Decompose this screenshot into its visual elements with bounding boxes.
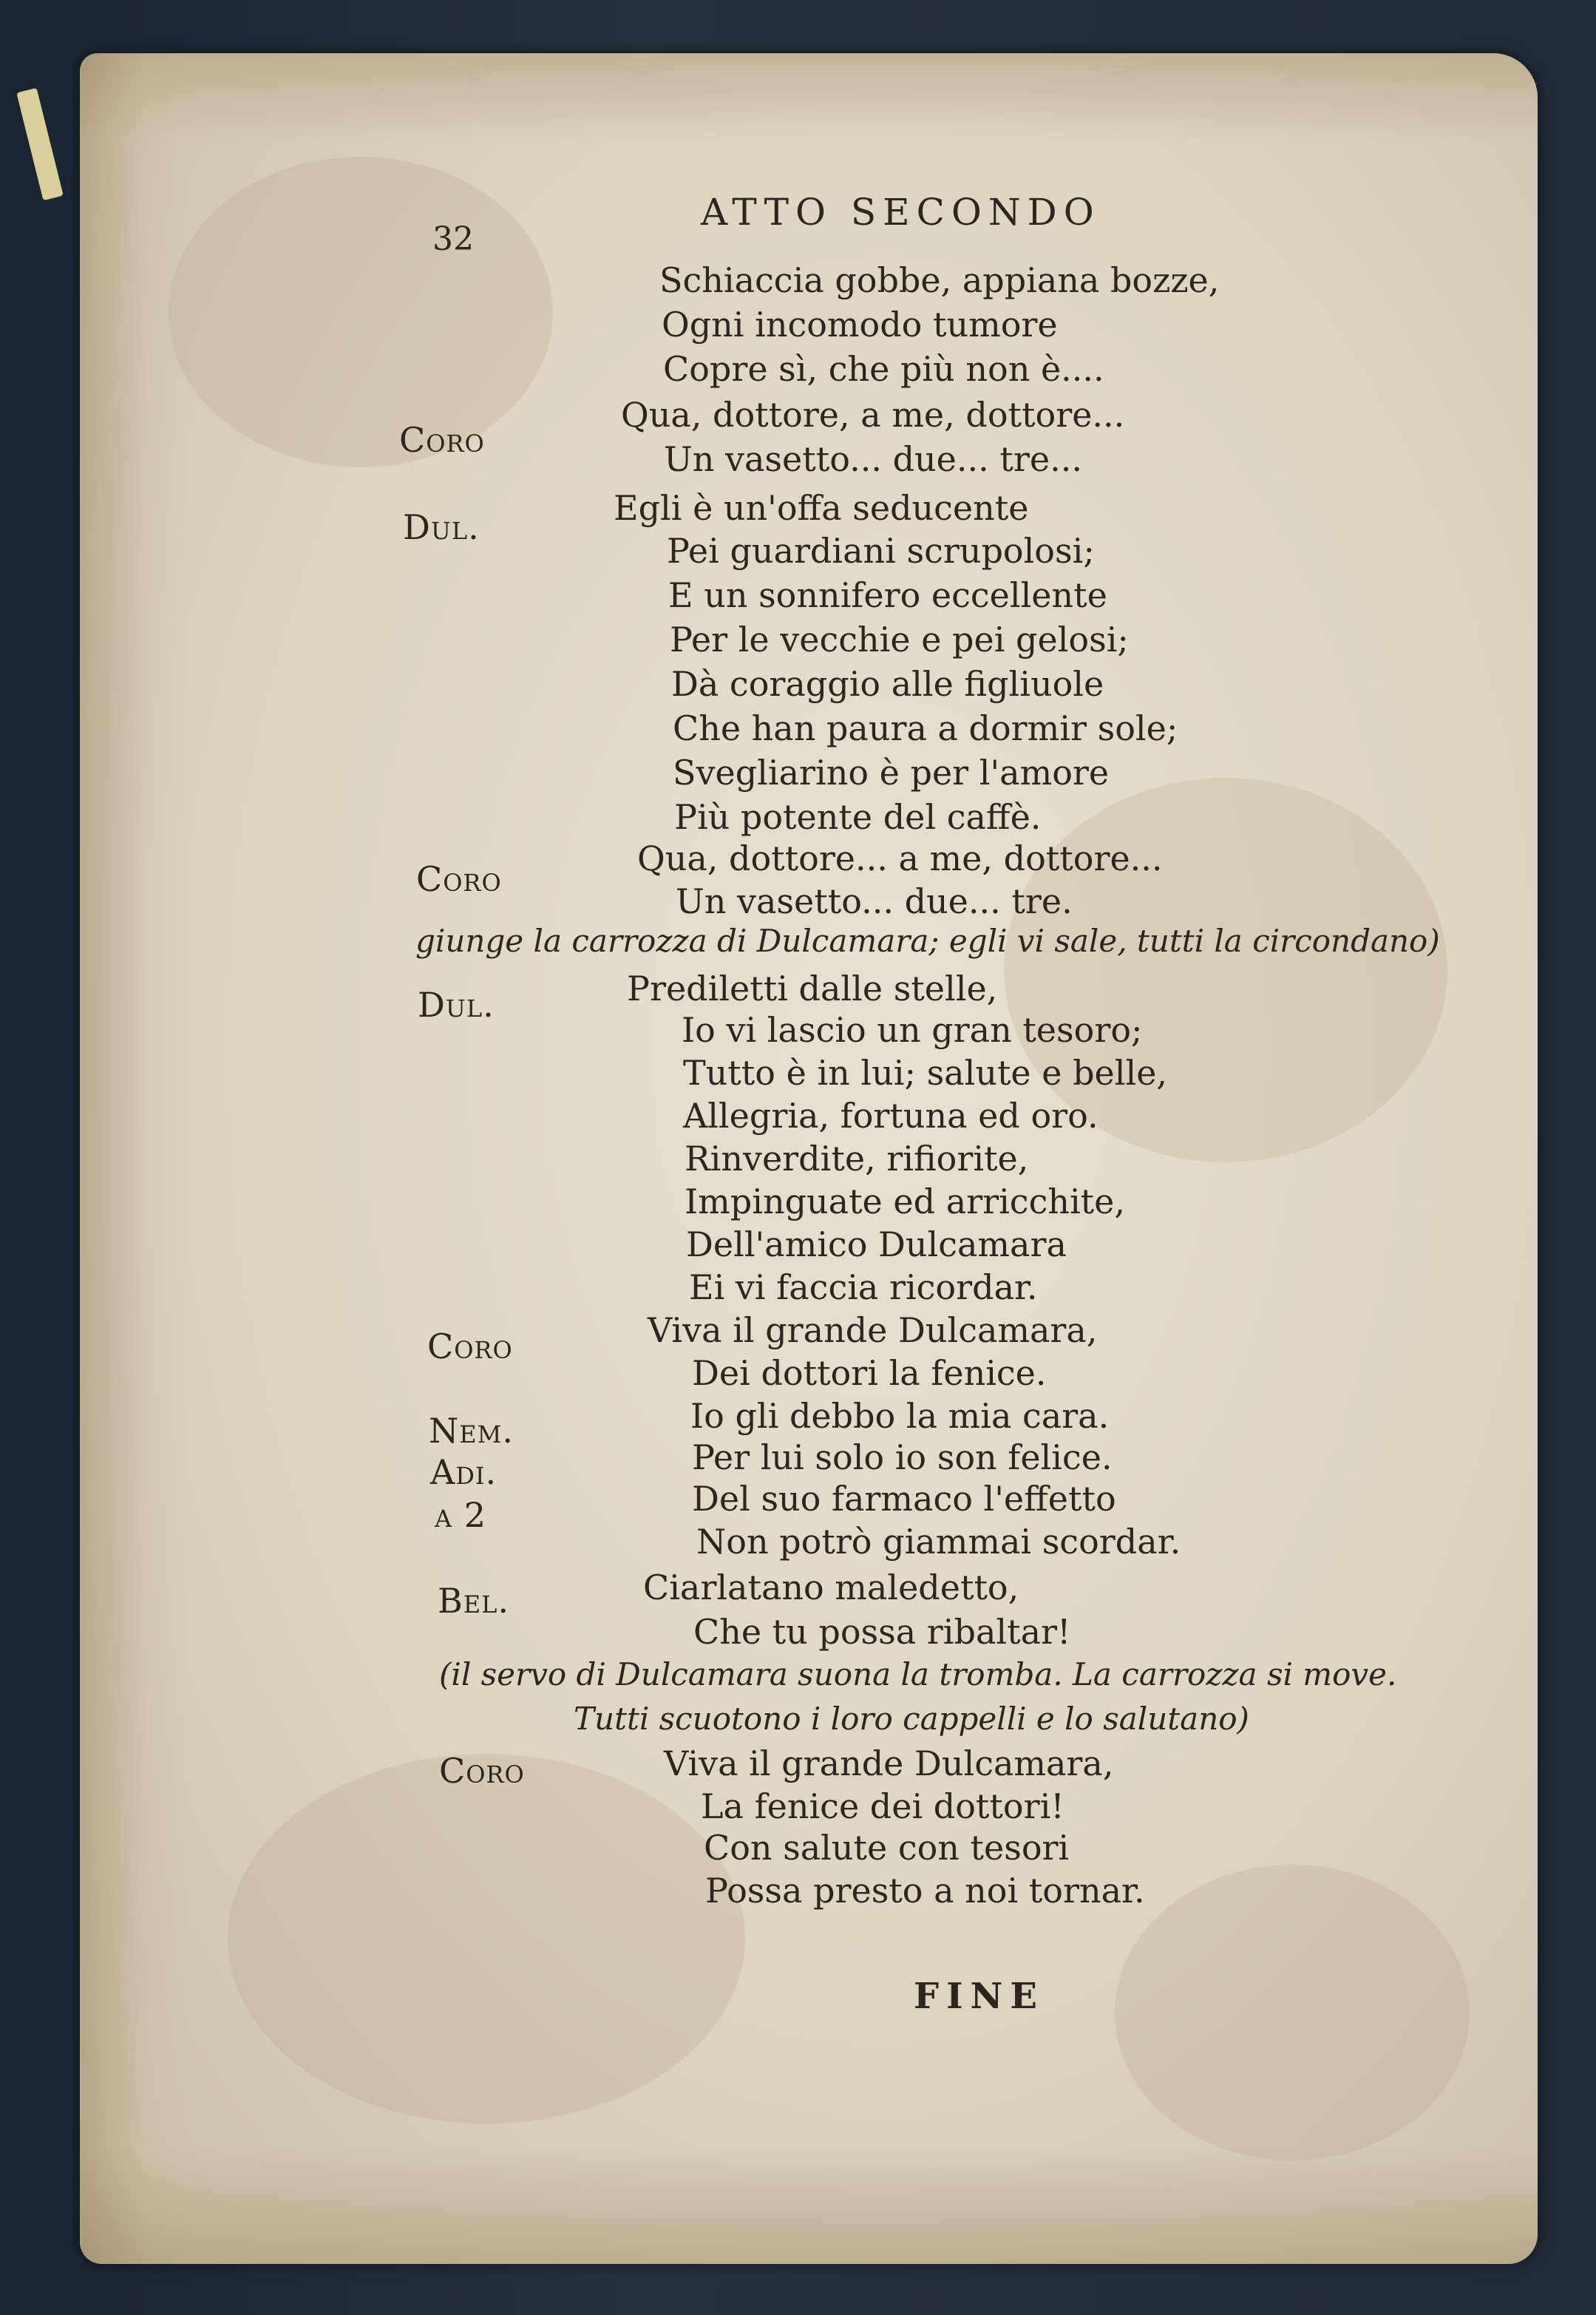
verse-line: Possa presto a noi tornar.: [705, 1871, 1145, 1911]
verse-line: Tutto è in lui; salute e belle,: [683, 1053, 1168, 1093]
verse-line: Un vasetto... due... tre.: [676, 881, 1073, 921]
verse-line: Viva il grande Dulcamara,: [664, 1743, 1114, 1783]
speaker-label: Coro: [427, 1326, 513, 1366]
verse-line: Schiaccia gobbe, appiana bozze,: [659, 260, 1220, 300]
verse-line: Allegria, fortuna ed oro.: [683, 1096, 1098, 1136]
speaker-label: Coro: [416, 859, 502, 899]
stage-direction: Tutti scuotono i loro cappelli e lo salutano): [574, 1701, 1249, 1737]
speaker-label: Coro: [399, 420, 485, 460]
verse-line: Per lui solo io son felice.: [692, 1437, 1113, 1477]
verse-line: La fenice dei dottori!: [701, 1786, 1064, 1826]
verse-line: Io gli debbo la mia cara.: [690, 1396, 1110, 1436]
verse-line: Più potente del caffè.: [674, 797, 1042, 837]
verse-line: Dell'amico Dulcamara: [686, 1224, 1067, 1264]
verse-line: Dà coraggio alle figliuole: [671, 664, 1104, 704]
verse-line: Qua, dottore... a me, dottore...: [637, 838, 1163, 878]
speaker-label: a 2: [435, 1495, 486, 1535]
end-mark: FINE: [914, 1976, 1045, 2017]
verse-line: Qua, dottore, a me, dottore...: [621, 395, 1125, 435]
verse-line: Egli è un'offa seducente: [614, 488, 1029, 528]
verse-line: Ciarlatano maledetto,: [643, 1567, 1019, 1607]
stage-direction: giunge la carrozza di Dulcamara; egli vi sale, tutti la circondano): [415, 923, 1440, 959]
speaker-label: Dul.: [403, 507, 480, 547]
verse-line: Svegliarino è per l'amore: [673, 753, 1110, 793]
verse-line: Prediletti dalle stelle,: [627, 969, 998, 1009]
verse-line: Per le vecchie e pei gelosi;: [670, 620, 1129, 660]
speaker-label: Nem.: [429, 1411, 514, 1451]
verse-line: Io vi lascio un gran tesoro;: [682, 1010, 1143, 1050]
verse-line: Un vasetto... due... tre...: [664, 439, 1082, 479]
speaker-label: Dul.: [418, 985, 495, 1025]
verse-line: Viva il grande Dulcamara,: [648, 1310, 1098, 1350]
speaker-label: Bel.: [438, 1581, 510, 1621]
verse-line: E un sonnifero eccellente: [668, 575, 1107, 615]
verse-line: Che han paura a dormir sole;: [673, 708, 1178, 748]
verse-line: Pei guardiani scrupolosi;: [667, 531, 1095, 571]
speaker-label: Coro: [439, 1751, 525, 1791]
page-number: 32: [432, 220, 474, 258]
verse-line: Dei dottori la fenice.: [692, 1353, 1047, 1393]
verse-line: Non potrò giammai scordar.: [696, 1522, 1181, 1562]
verse-line: Rinverdite, rifiorite,: [685, 1139, 1029, 1179]
page-title: ATTO SECONDO: [701, 191, 1101, 234]
verse-line: Con salute con tesori: [704, 1828, 1070, 1868]
verse-line: Copre sì, che più non è....: [663, 349, 1104, 389]
verse-line: Che tu possa ribaltar!: [693, 1612, 1071, 1652]
verse-line: Ogni incomodo tumore: [662, 305, 1058, 345]
stage-direction: (il servo di Dulcamara suona la tromba. La carrozza si move.: [439, 1656, 1397, 1692]
verse-line: Impinguate ed arricchite,: [685, 1182, 1126, 1221]
speaker-label: Adi.: [430, 1452, 498, 1492]
verse-line: Del suo farmaco l'effetto: [692, 1479, 1116, 1519]
verse-line: Ei vi faccia ricordar.: [689, 1267, 1038, 1307]
